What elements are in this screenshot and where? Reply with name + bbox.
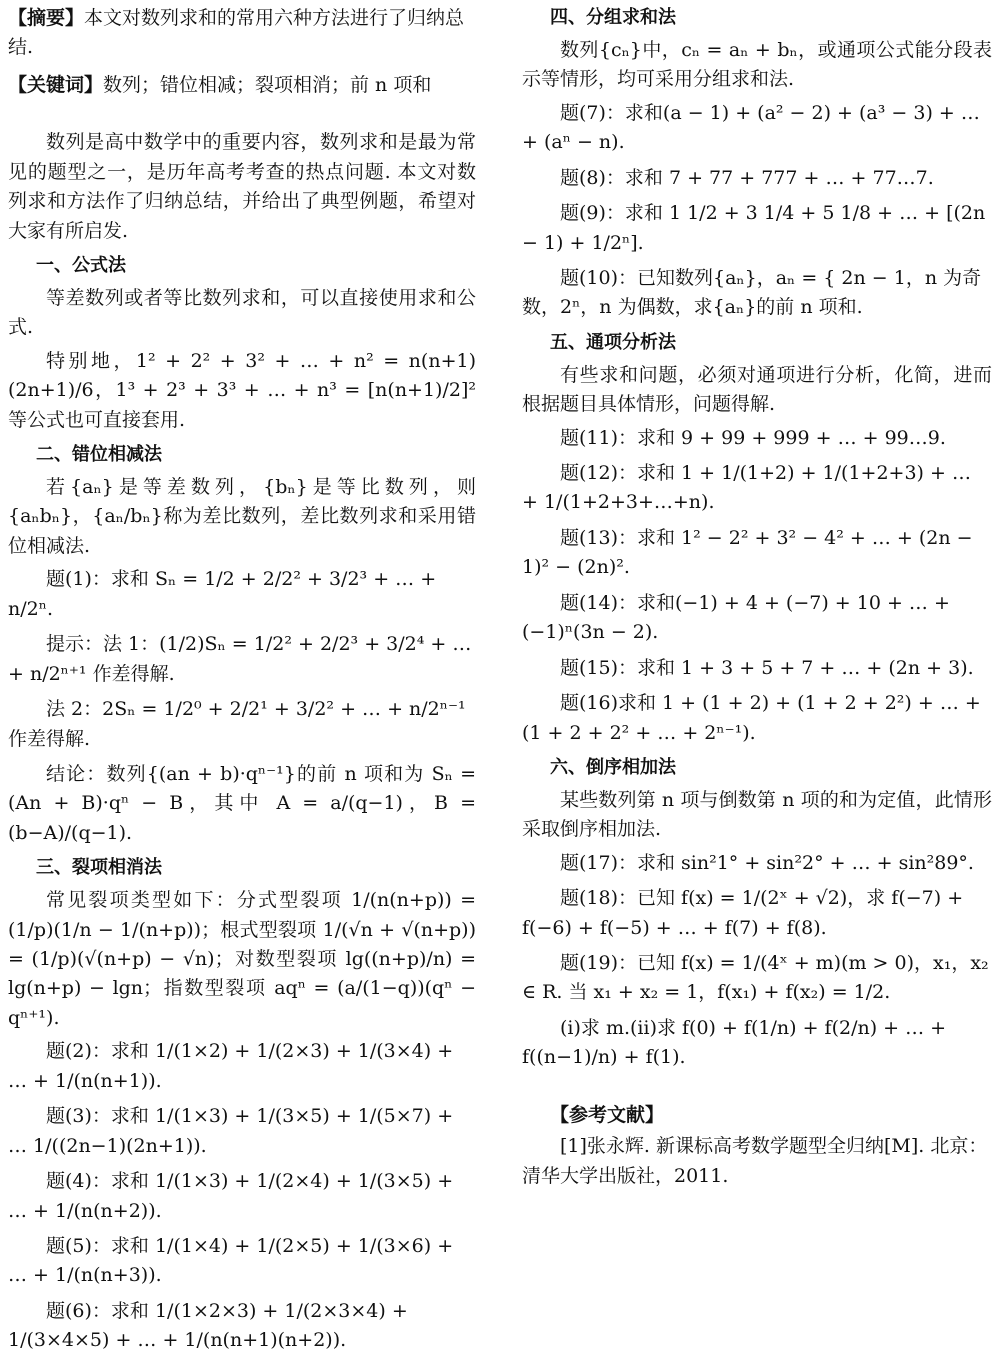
spacer [8,100,476,126]
section1-p2: 特别地，1² + 2² + 3² + … + n² = n(n+1)(2n+1)/6，1³ + 2³ + 3³ + … + n³ = [n(n+1)/2]² 等公式也可直接套用. [8,349,476,431]
hint-2: 法 2：2Sₙ = 1/2⁰ + 2/2¹ + 3/2² + … + n/2ⁿ⁻¹ 作差得解. [8,698,466,750]
question-18: 题(18)：已知 f(x) = 1/(2ˣ + √2)，求 f(−7) + f(−6) + f(−5) + … + f(7) + f(8). [522,887,964,939]
hint-1: 提示：法 1：(1/2)Sₙ = 1/2² + 2/2³ + 3/2⁴ + … + n/2ⁿ⁺¹ 作差得解. [8,633,472,685]
question-2: 题(2)：求和 1/(1×2) + 1/(2×3) + 1/(3×4) + … + 1/(n(n+1)). [8,1040,454,1092]
abstract [8,4,476,63]
section-title-split: 三、裂项相消法 [36,857,162,879]
section3-p1: 常见裂项类型如下：分式型裂项 1/(n(n+p)) = (1/p)(1/n − 1/(n+p))；根式型裂项 1/(√n + √(n+p)) = (1/p)(√(n+p) − √n)；对数型裂项 lg((n+p)/n) = lg(n+p) − lgn；指数型裂项 aqⁿ = (a/(1−q))(qⁿ − qⁿ⁺¹). [8,889,476,1029]
right-column [522,4,992,1191]
question-16: 题(16)求和 1 + (1 + 2) + (1 + 2 + 2²) + … + (1 + 2 + 2² + … + 2ⁿ⁻¹). [522,692,981,744]
section1-p1: 等差数列或者等比数列求和，可以直接使用求和公式. [8,286,476,339]
question-6: 题(6)：求和 1/(1×2×3) + 1/(2×3×4) + 1/(3×4×5) + … + 1/(n(n+1)(n+2)). [8,1299,408,1352]
section2-p1: 若{aₙ}是等差数列，{bₙ}是等比数列，则{aₙbₙ}，{aₙ/bₙ}称为差比数列，差比数列求和采用错位相减法. [8,476,476,557]
keywords [8,71,476,100]
question-19: 题(19)：已知 f(x) = 1/(4ˣ + m)(m > 0)，x₁，x₂ ∈ R. 当 x₁ + x₂ = 1，f(x₁) + f(x₂) = 1/2. [522,952,989,1004]
abstract-label: 【摘要】 [8,7,85,29]
section-title-reverse-add: 六、倒序相加法 [550,756,676,778]
question-9: 题(9)：求和 1 1/2 + 3 1/4 + 5 1/8 + … + [(2n − 1) + 1/2ⁿ]. [522,202,986,254]
question-3: 题(3)：求和 1/(1×3) + 1/(3×5) + 1/(5×7) + … 1/((2n−1)(2n+1)). [8,1105,454,1157]
abstract-text: 本文对数列求和的常用六种方法进行了归纳总结. [8,7,465,59]
conclusion: 结论：数列{(an + b)·qⁿ⁻¹}的前 n 项和为 Sₙ = (An + B)·qⁿ − B，其中 A = a/(q−1)，B = (b−A)/(q−1). [8,762,476,844]
intro-paragraph: 数列是高中数学中的重要内容，数列求和是最为常见的题型之一，是历年高考考查的热点问题. 本文对数列求和方法作了归纳总结，并给出了典型例题，希望对大家有所启发. [8,131,476,242]
section-title-term-analysis: 五、通项分析法 [550,331,676,353]
question-13: 题(13)：求和 1² − 2² + 3² − 4² + … + (2n − 1)² − (2n)². [522,526,973,579]
keywords-text: 数列；错位相减；裂项相消；前 n 项和 [103,73,432,96]
reference-item: [1]张永辉. 新课标高考数学题型全归纳[M]. 北京：清华大学出版社，2011. [522,1135,988,1187]
question-17: 题(17)：求和 sin²1° + sin²2° + … + sin²89°. [560,851,974,874]
question-19-parts: (ⅰ)求 m.(ⅱ)求 f(0) + f(1/n) + f(2/n) + … + f((n−1)/n) + f(1). [522,1016,947,1069]
question-1: 题(1)：求和 Sₙ = 1/2 + 2/2² + 3/2³ + … + n/2ⁿ. [8,568,437,620]
question-15: 题(15)：求和 1 + 3 + 5 + 7 + … + (2n + 3). [560,656,974,679]
section6-p1: 某些数列第 n 项与倒数第 n 项的和为定值，此情形采取倒序相加法. [522,788,992,841]
references-title: 【参考文献】 [550,1103,665,1126]
section4-p1: 数列{cₙ}中，cₙ = aₙ + bₙ，或通项公式能分段表示等情形，均可采用分组求和法. [522,38,992,91]
left-column [8,4,476,1362]
section-title-dislocation: 二、错位相减法 [36,444,162,466]
question-8: 题(8)：求和 7 + 77 + 777 + … + 77…7. [560,166,934,189]
question-5: 题(5)：求和 1/(1×4) + 1/(2×5) + 1/(3×6) + … + 1/(n(n+3)). [8,1234,454,1287]
section-title-formula: 一、公式法 [36,255,126,277]
section-title-group: 四、分组求和法 [550,7,676,28]
question-14: 题(14)：求和(−1) + 4 + (−7) + 10 + … + (−1)ⁿ(3n − 2). [522,591,950,644]
question-12: 题(12)：求和 1 + 1/(1+2) + 1/(1+2+3) + … + 1/(1+2+3+…+n). [522,462,971,514]
keywords-label: 【关键词】 [8,73,104,96]
question-10: 题(10)：已知数列{aₙ}，aₙ = { 2n − 1，n 为奇数，2ⁿ，n 为偶数，求{aₙ}的前 n 项和. [522,266,982,319]
question-11: 题(11)：求和 9 + 99 + 999 + … + 99…9. [560,426,946,449]
question-7: 题(7)：求和(a − 1) + (a² − 2) + (a³ − 3) + … + (aⁿ − n). [522,101,980,154]
section5-p1: 有些求和问题，必须对通项进行分析，化简，进而根据题目具体情形，问题得解. [522,363,992,416]
question-4: 题(4)：求和 1/(1×3) + 1/(2×4) + 1/(3×5) + … + 1/(n(n+2)). [8,1170,454,1222]
